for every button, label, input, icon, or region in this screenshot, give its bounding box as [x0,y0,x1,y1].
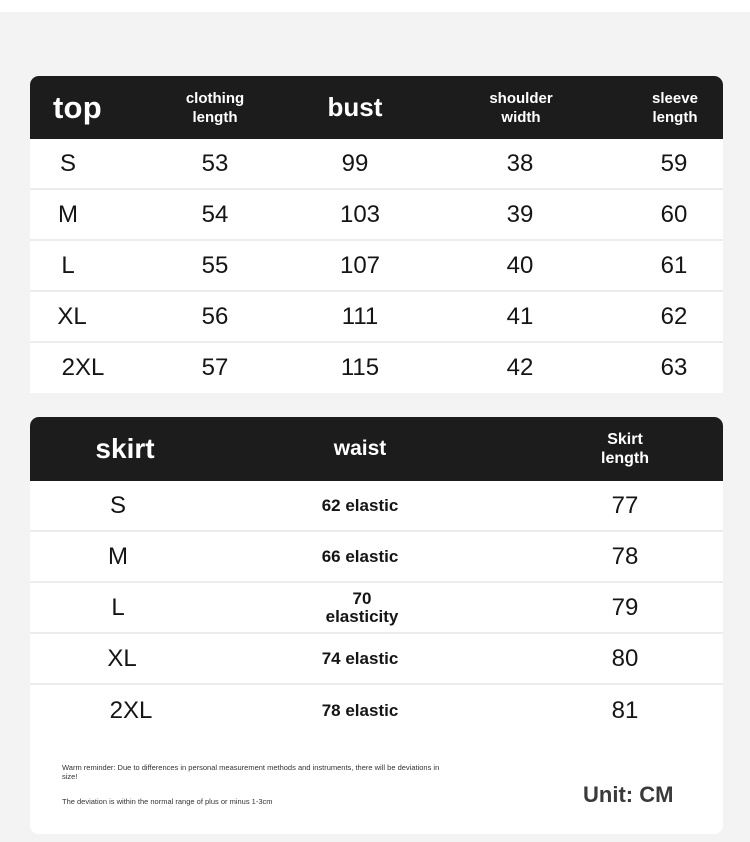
size-cell: L [61,251,75,279]
value-cell: 81 [611,696,639,724]
value-cell: 61 [660,251,688,279]
value-cell: 79 [611,593,639,621]
value-cell: 39 [506,200,534,228]
size-cell: 2XL [109,696,153,724]
table-row [30,343,723,393]
skirt-size-table [30,417,723,736]
waist-cell: 74 elastic [321,648,399,668]
value-cell: 77 [611,491,639,519]
header-sleeve-length: sleeve length [652,89,698,126]
waist-cell: 70 elasticity [325,588,399,626]
table-row [30,634,723,685]
value-cell: 38 [506,149,534,177]
table-row [30,685,723,736]
value-cell: 57 [201,354,229,381]
value-cell: 63 [660,354,688,381]
unit-label: Unit: CM [583,782,674,807]
size-cell: L [111,593,125,621]
value-cell: 107 [339,251,381,279]
header-skirt-length: Skirt length [601,431,649,467]
waist-cell: 78 elastic [321,700,399,720]
size-cell: XL [107,644,137,672]
value-cell: 60 [660,200,688,228]
warm-reminder-text: Warm reminder: Due to differences in personal measurement methods and instruments, there will be deviations in size! [62,763,440,781]
table-row [30,241,723,292]
value-cell: 59 [660,149,688,177]
table-row [30,481,723,532]
table-row [30,139,723,190]
size-cell: M [58,200,78,228]
deviation-text: The deviation is within the normal range of plus or minus 1-3cm [62,797,273,806]
value-cell: 115 [340,354,380,381]
value-cell: 111 [341,302,379,330]
top-table-header [30,76,723,139]
value-cell: 62 [660,302,688,330]
waist-cell: 66 elastic [321,546,399,566]
table-row [30,292,723,343]
value-cell: 103 [339,200,381,228]
note-box [30,736,723,834]
value-cell: 40 [506,251,534,279]
top-strip [0,0,750,12]
size-cell: S [109,491,126,519]
value-cell: 41 [506,302,534,330]
top-size-table [30,76,723,393]
header-bust: bust [327,92,383,122]
value-cell: 53 [201,149,229,177]
size-cell: M [108,542,128,570]
waist-cell: 62 elastic [321,495,399,515]
value-cell: 56 [201,302,229,330]
value-cell: 55 [201,251,229,279]
value-cell: 99 [341,149,369,177]
value-cell: 80 [611,644,639,672]
value-cell: 42 [506,354,534,381]
header-top: top [52,89,103,125]
skirt-table-header [30,417,723,481]
table-row [30,583,723,634]
size-cell: S [59,149,76,177]
value-cell: 78 [611,542,639,570]
header-shoulder-width: shoulder width [489,89,553,126]
size-cell: 2XL [61,354,105,381]
header-skirt: skirt [95,433,155,464]
header-clothing-length: clothing length [185,89,245,126]
value-cell: 54 [201,200,229,228]
table-row [30,190,723,241]
size-cell: XL [57,302,87,330]
header-waist: waist [333,437,387,460]
table-row [30,532,723,583]
